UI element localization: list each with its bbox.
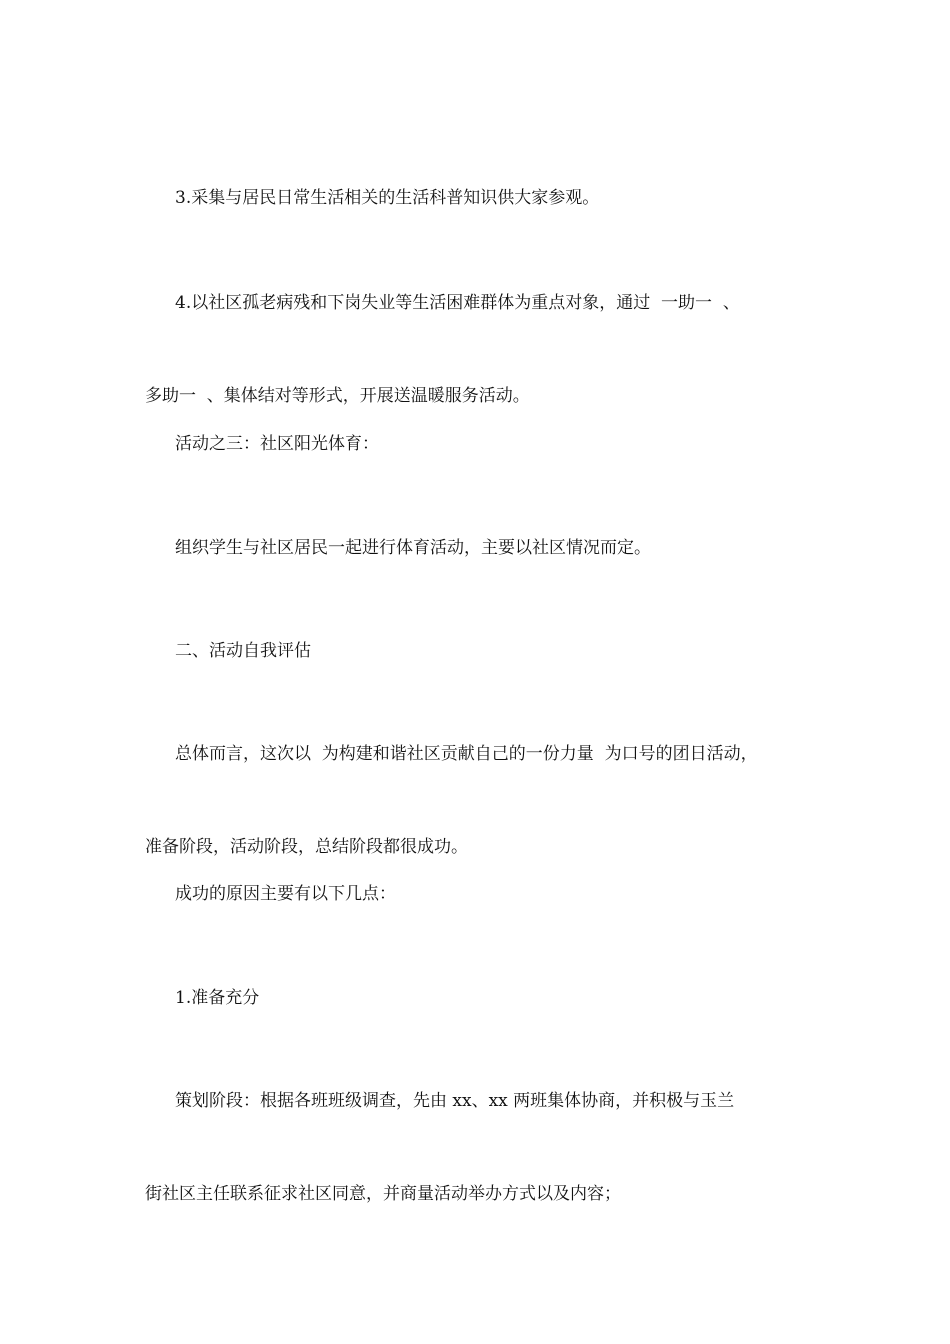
paragraph-line: 1.准备充分 (175, 988, 260, 1008)
paragraph-line: 组织学生与社区居民一起进行体育活动，主要以社区情况而定。 (175, 538, 651, 558)
paragraph-line: 4.以社区孤老病残和下岗失业等生活困难群体为重点对象，通过 一助一 、 (175, 293, 740, 313)
paragraph-line: 策划阶段：根据各班班级调查，先由 xx、xx 两班集体协商，并积极与玉兰 (175, 1091, 735, 1111)
paragraph-line: 总体而言，这次以 为构建和谐社区贡献自己的一份力量 为口号的团日活动， (175, 744, 758, 764)
planning-stage-paragraph (145, 1024, 835, 1272)
paragraph-line: 二、活动自我评估 (175, 641, 311, 661)
paragraph-line: 成功的原因主要有以下几点： (175, 884, 396, 904)
paragraph-line: 多助一 、集体结对等形式，开展送温暖服务活动。 (145, 386, 530, 406)
paragraph-line: 3.采集与居民日常生活相关的生活科普知识供大家参观。 (175, 188, 600, 208)
paragraph-line: 活动之三：社区阳光体育： (175, 434, 379, 454)
paragraph-line: 准备阶段，活动阶段，总结阶段都很成功。 (145, 837, 468, 857)
paragraph-line: 街社区主任联系征求社区同意，并商量活动举办方式以及内容； (145, 1184, 621, 1204)
